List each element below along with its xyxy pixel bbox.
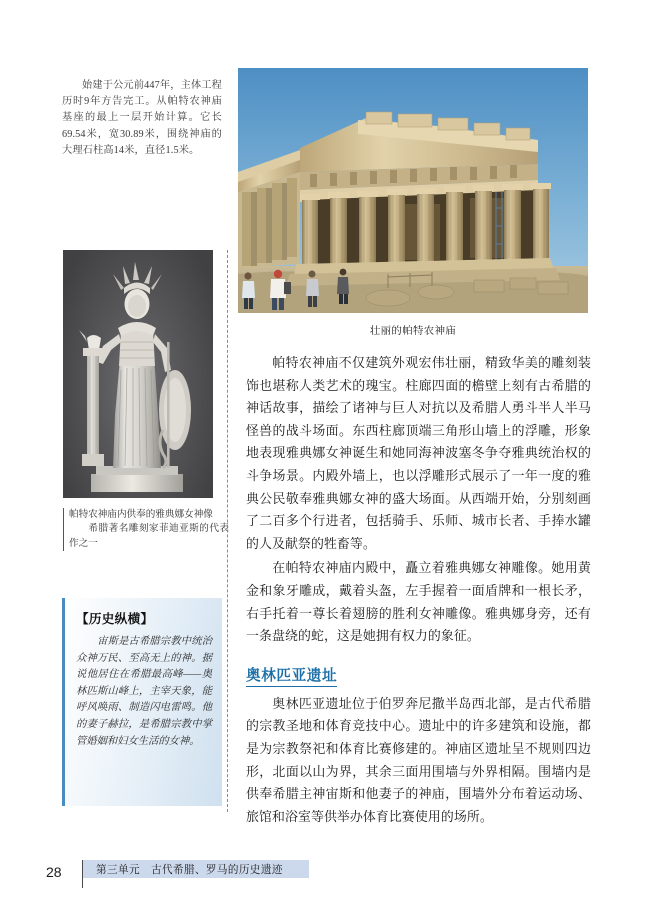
parthenon-photo-caption: 壮丽的帕特农神庙 <box>369 326 457 337</box>
section-heading-wrap <box>246 650 591 693</box>
main-text-column <box>246 352 591 830</box>
body-paragraph-2 <box>246 557 591 647</box>
history-box-title: 【历史纵横】 <box>76 612 154 626</box>
page-footer <box>46 860 606 890</box>
footer-unit-title: 第三单元 古代希腊、罗马的历史遗迹 <box>96 865 283 876</box>
statue-caption <box>63 508 229 551</box>
history-sidebar-box <box>62 598 222 806</box>
statue-caption-line2: 希腊著名雕刻家菲迪亚斯的代表作之一 <box>69 523 229 549</box>
column-divider <box>227 250 228 812</box>
side-note-body: 始建于公元前447年，主体工程历时9年方告完工。从帕特农神庙基座的最上一层开始计算。它长69.54米，宽30.89米，围绕神庙的大理石柱高14米，直径1.5米。 <box>62 80 222 156</box>
paragraph-1-text: 帕特农神庙不仅建筑外观宏伟壮丽，精致华美的雕刻装饰也堪称人类艺术的瑰宝。柱廊四面的檐壁上刻有古希腊的神话故事，描绘了诸神与巨人对抗以及希腊人勇斗半人半马怪兽的战斗场面。东西柱廊顶端三角形山墙上的浮雕，形象地表现雅典娜女神诞生和她同海神波塞冬争夺雅典统治权的斗争场景。内殿外墙上，也以浮雕形式展示了一年一度的雅典公民敬奉雅典娜女神的盛大场面。从西端开始，分别刻画了二百多个行进者，包括骑手、乐师、城市长者、手捧水罐的人及献祭的牲畜等。 <box>246 356 591 551</box>
history-box-text: 宙斯是古希腊宗教中统治众神万民、至高无上的神。据说他居住在希腊最高峰——奥林匹斯山峰上，主宰天象，能呼风唤雨、制造闪电雷鸣。他的妻子赫拉，是希腊宗教中掌管婚姻和妇女生活的女神。 <box>76 636 212 747</box>
body-paragraph-1 <box>246 352 591 555</box>
history-box-body <box>76 634 212 750</box>
paragraph-3-text: 奥林匹亚遗址位于伯罗奔尼撒半岛西北部，是古代希腊的宗教圣地和体育竞技中心。遗址中的许多建筑和设施，都是为宗教祭祀和体育比赛修建的。神庙区遗址呈不规则四边形，北面以山为界，其余三面用围墙与外界相隔。围墙内是供奉希腊主神宙斯和他妻子的神庙，围墙外分布着运动场、旅馆和浴室等供举办体育比赛使用的场所。 <box>246 696 591 824</box>
statue-caption-line1: 帕特农神庙内供奉的雅典娜女神像 <box>69 509 213 520</box>
body-paragraph-3 <box>246 693 591 829</box>
athena-statue-illustration <box>63 250 213 498</box>
parthenon-photo <box>238 68 588 313</box>
parthenon-illustration <box>238 68 588 313</box>
section-heading-olympia: 奥林匹亚遗址 <box>246 664 337 687</box>
side-note-text <box>62 78 222 159</box>
athena-statue-photo <box>63 250 213 498</box>
page-number: 28 <box>46 864 62 880</box>
side-note-block <box>62 78 222 159</box>
paragraph-2-text: 在帕特农神庙内殿中，矗立着雅典娜女神雕像。她用黄金和象牙雕成，戴着头盔，左手握着一面盾牌和一根长矛，右手托着一尊长着翅膀的胜利女神雕像。雅典娜身旁，还有一条盘绕的蛇，这是她拥有权力的象征。 <box>246 561 591 644</box>
